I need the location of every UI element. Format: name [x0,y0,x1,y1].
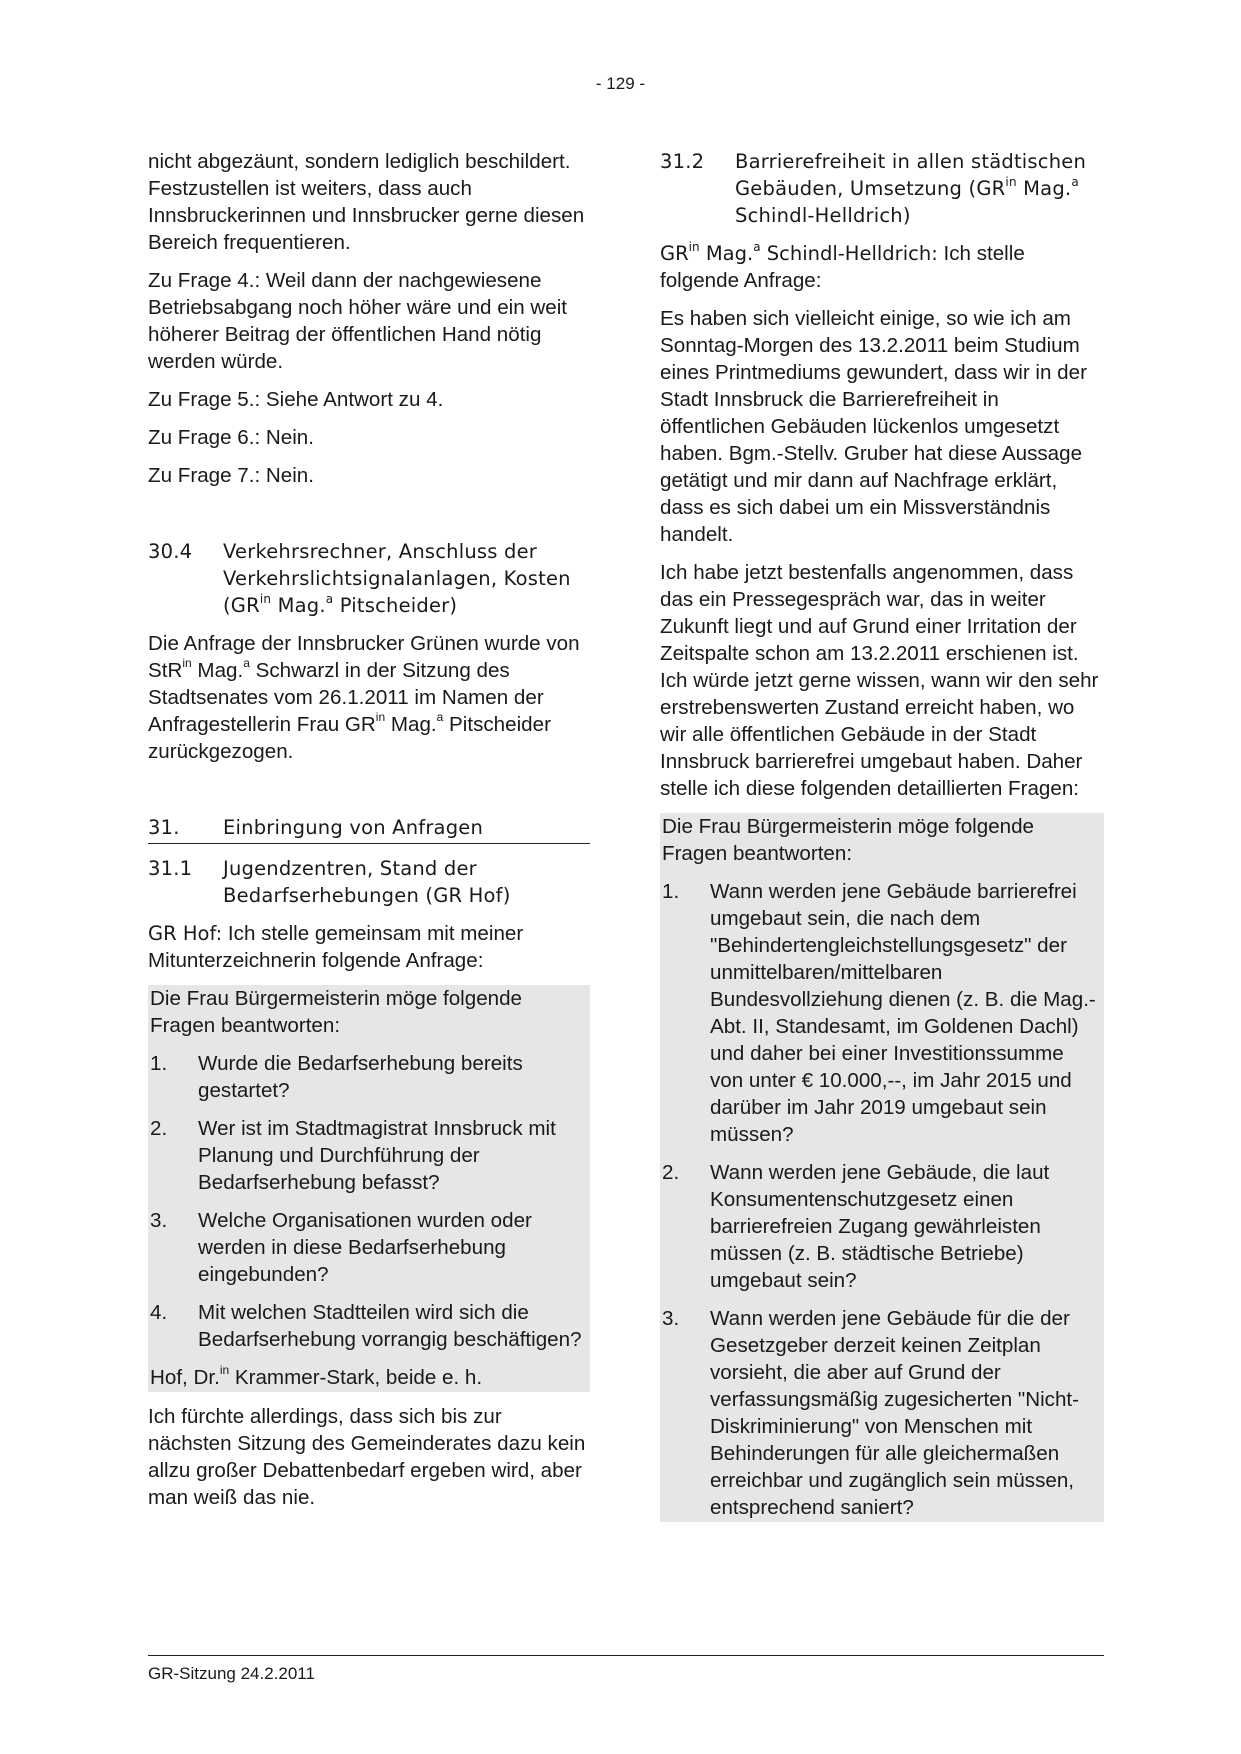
section-number: 31.2 [660,150,705,173]
list-item: 2. Wann werden jene Gebäude, die laut Konsumentenschutzgesetz einen barrierefreien Zugang gewährleisten müssen (z. B. städtische Betriebe) umgebaut sein? [662,1161,1050,1292]
section-heading-31-1 [148,855,590,909]
list-item: 3. Welche Organisationen wurden oder werden in diese Bedarfserhebung eingebunden? [150,1209,532,1286]
section-title: Jugendzentren, Stand der Bedarfserhebungen (GR Hof) [223,857,511,907]
right-column [660,148,1104,1533]
question-box [660,813,1104,1522]
section-heading-31 [148,814,590,844]
left-column [148,148,590,1522]
speaker-paragraph: GR Hof: Ich stelle gemeinsam mit meiner Mitunterzeichnerin folgende Anfrage: [148,922,524,972]
section-heading-31-2 [660,148,1104,229]
paragraph: Ich fürchte allerdings, dass sich bis zur nächsten Sitzung des Gemeinderates dazu kein allzu großer Debattenbedarf ergeben wird, aber man weiß das nie. [148,1405,586,1509]
paragraph: Die Anfrage der Innsbrucker Grünen wurde von StR$^{in}$ Mag.$^a$ Schwarzl in der Sitzung des Stadtsenates vom 26.1.2011 im Namen der Anfragestellerin Frau $GR^{in}$ Mag.$^a$ Pitscheider zurückgezogen. [148,632,580,763]
question-box [148,985,590,1392]
speaker-paragraph: $GR^{in}$ Mag.$^a$ Schindl-Helldrich: Ich stelle folgende Anfrage: [660,239,1025,292]
section-title: Einbringung von Anfragen [223,816,484,839]
paragraph: Zu Frage 4.: Weil dann der nachgewiesene Betriebsabgang noch höher wäre und ein weit höherer Beitrag der öffentlichen Hand nötig werden würde. [148,269,568,373]
paragraph: Zu Frage 6.: Nein. [148,426,314,449]
list-item: 2. Wer ist im Stadtmagistrat Innsbruck mit Planung und Durchführung der Bedarfserhebung befasst? [150,1117,556,1194]
section-title: Barrierefreiheit in allen städtischen Gebäuden, Umsetzung ($GR^{in}$ Mag.$^a$ Schindl-Helldrich) [735,150,1087,227]
section-number: 30.4 [148,540,193,563]
section-number: 31.1 [148,857,193,880]
paragraph: Zu Frage 7.: Nein. [148,464,314,487]
box-intro: Die Frau Bürgermeisterin möge folgende Fragen beantworten: [662,815,1035,865]
footer-text: GR-Sitzung 24.2.2011 [148,1664,315,1683]
footer-divider [148,1655,1104,1656]
paragraph: Ich habe jetzt bestenfalls angenommen, dass das ein Pressegespräch war, das in weiter Zukunft liegt und auf Grund einer Irritation der Zeitspalte schon am 13.2.2011 erschienen ist. Ich würde jetzt gerne wissen, wann wir den sehr erstrebenswerten Zustand erreicht haben, wo wir alle öffentlichen Gebäude in der Stadt Innsbruck barrierefrei umgebaut haben. Daher stelle ich diese folgenden detaillierten Fragen: [660,561,1099,800]
list-item: 4. Mit welchen Stadtteilen wird sich die Bedarfserhebung vorrangig beschäftigen? [150,1301,582,1351]
section-title: Verkehrsrechner, Anschluss der Verkehrslichtsignalanlagen, Kosten ($GR^{in}$ Mag.$^a$ Pitscheider) [223,540,571,617]
section-heading-30-4 [148,538,590,619]
speaker-name: $GR^{in}$ Mag.$^a$ Schindl-Helldrich: [660,239,938,265]
section-number: 31. [148,816,180,839]
list-item: 1. Wurde die Bedarfserhebung bereits gestartet? [150,1052,523,1102]
list-item: 1. Wann werden jene Gebäude barrierefrei umgebaut sein, die nach dem "Behindertengleichstellungsgesetz" der unmittelbaren/mittelbaren Bundesvollziehung dienen (z. B. die Mag.-Abt. II, Standesamt, im Goldenen Dachl) und daher bei einer Investitionssumme von unter € 10.000,--, im Jahr 2015 und darüber im Jahr 2019 umgebaut sein müssen? [662,880,1096,1146]
signature-line: Hof, Dr.$^{in}$ Krammer-Stark, beide e. h. [150,1363,483,1389]
paragraph: nicht abgezäunt, sondern lediglich beschildert. Festzustellen ist weiters, dass auch Innsbruckerinnen und Innsbrucker gerne diesen Bereich frequentieren. [148,150,585,254]
paragraph: Zu Frage 5.: Siehe Antwort zu 4. [148,388,444,411]
paragraph: Es haben sich vielleicht einige, so wie ich am Sonntag-Morgen des 13.2.2011 beim Studium eines Printmediums gewundert, dass wir in der Stadt Innsbruck die Barrierefreiheit in öffentlichen Gebäuden lückenlos umgesetzt haben. Bgm.-Stellv. Gruber hat diese Aussage getätigt und mir dann auf Nachfrage erklärt, dass es sich dabei um ein Missverständnis handelt. [660,307,1087,546]
speaker-name: GR Hof: [148,922,223,945]
page-number: - 129 - [595,74,646,93]
list-item: 3. Wann werden jene Gebäude für die der Gesetzgeber derzeit keinen Zeitplan vorsieht, die aber auf Grund der verfassungsmäßig zugesicherten "Nicht-Diskriminierung" von Menschen mit Behinderungen für alle gleichermaßen erreichbar und zugänglich sein müssen, entsprechend saniert? [662,1307,1079,1519]
box-intro: Die Frau Bürgermeisterin möge folgende Fragen beantworten: [150,987,523,1037]
